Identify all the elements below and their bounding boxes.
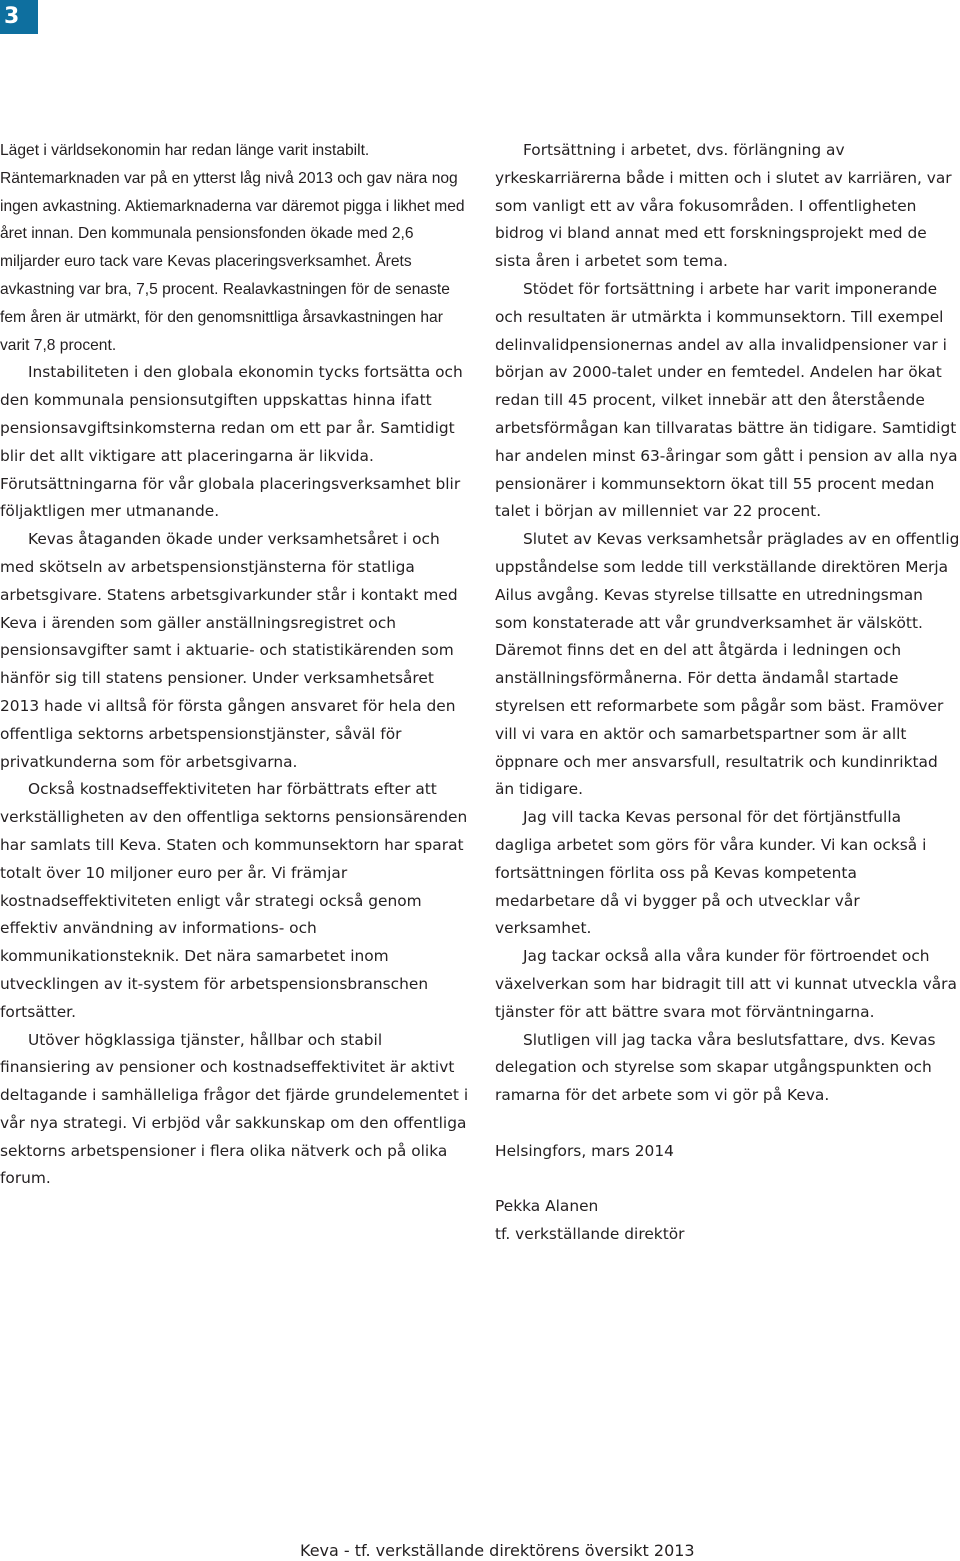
paragraph: Också kostnadseffektiviteten har förbättrats efter att verkställigheten av den offentliga sektorns pensionsärenden har samlats till Keva. Staten och kommunsektorn har sparat totalt över 10 miljoner euro per år. Vi främjar kostnadseffektiviteten enligt vår strategi också genom effektiv användning av informations- och kommunikationsteknik. Det nära samarbetet inom utvecklingen av it-system för arbetspensionsbranschen fortsätter. — [0, 780, 468, 1021]
page-number: 3 — [0, 0, 38, 34]
paragraph: Jag tackar också alla våra kunder för förtroendet och växelverkan som har bidragit till att vi kunnat utveckla våra tjänster för att bättre svara mot förväntningarna. — [495, 947, 957, 1021]
paragraph: Utöver högklassiga tjänster, hållbar och stabil finansiering av pensioner och kostnadseffektivitet är aktivt deltagande i samhälleliga frågor det fjärde grundelementet i vår nya strategi. Vi erbjöd vår sakkunskap om den offentliga sektorns arbetspensioner i flera olika nätverk och på olika forum. — [0, 1030, 469, 1188]
paragraph: Kevas åtaganden ökade under verksamhetsåret i och med skötseln av arbetspensionstjänsterna för statliga arbetsgivare. Statens arbetsgivarkunder står i kontakt med Keva i ärenden som gäller anställningsregistret och pensionsavgifter samt i aktuarie- och statistikärenden som hänför sig till statens pensioner. Under verksamhetsåret 2013 hade vi alltså för första gången ansvaret för hela den offentliga sektorns arbetspensionstjänster, såväl för privatkunderna som för arbetsgivarna. — [0, 530, 458, 771]
paragraph: Läget i världsekonomin har redan länge varit instabilt. Räntemarknaden var på en ytterst låg nivå 2013 och gav nära nog ingen avkastning. Aktiemarknaderna var däremot pigga i likhet med året innan. Den kommunala pensionsfonden ökade med 2,6 miljarder euro tack vare Kevas placeringsverksamhet. Årets avkastning var bra, 7,5 procent. Realavkastningen för de senaste fem åren är utmärkt, för den genomsnittliga årsavkastningen har varit 7,8 procent. — [0, 142, 465, 354]
paragraph: Stödet för fortsättning i arbete har varit imponerande och resultaten är utmärkta i kommunsektorn. Till exempel delinvalidpensionernas andel av alla invalidpensioner var i början av 2000-talet under en femtedel. Andelen har ökat redan till 45 procent, vilket innebär att den återstående arbetsförmågan kan tillvaratas bättre än tidigare. Samtidigt har andelen minst 63-åringar som gått i pension av alla nya pensionärer i kommunsektorn ökat till 55 procent medan talet i början av millenniet var 22 procent. — [495, 279, 958, 521]
paragraph: Jag vill tacka Kevas personal för det förtjänstfulla dagliga arbetet som görs för våra kunder. Vi kan också i fortsättningen förlita oss på Kevas kompetenta medarbetare då vi bygger på och utvecklar vår verksamhet. — [495, 808, 927, 938]
right-column — [495, 137, 960, 1249]
signature-title: tf. verkställande direktör — [495, 1225, 685, 1244]
paragraph: Instabiliteten i den globala ekonomin tycks fortsätta och den kommunala pensionsutgiften uppskattas hinna ifatt pensionsavgiftsinkomsterna redan om ett par år. Samtidigt blir det allt viktigare att placeringarna är likvida. Förutsättningarna för vår globala placeringsverksamhet blir följaktligen mer utmanande. — [0, 363, 463, 521]
signature-name: Pekka Alanen — [495, 1197, 599, 1216]
paragraph: Fortsättning i arbetet, dvs. förlängning av yrkeskarriärerna både i mitten och i slutet av karriären, var som vanligt ett av våra fokusområden. I offentligheten bidrog vi bland annat med ett forskningsprojekt med de sista åren i arbetet som tema. — [495, 141, 952, 271]
left-column — [0, 137, 472, 1193]
place-date: Helsingfors, mars 2014 — [495, 1141, 674, 1160]
page-footer: Keva - tf. verkställande direktörens översikt 2013 — [300, 1541, 695, 1560]
paragraph: Slutet av Kevas verksamhetsår präglades av en offentlig uppståndelse som ledde till verkställande direktören Merja Ailus avgång. Kevas styrelse tillsatte en utredningsman som konstaterade att vår grundverksamhet är välskött. Däremot finns det en del att åtgärda i ledningen och anställningsförmånerna. För detta ändamål startade styrelsen ett reformarbete som pågår som bäst. Framöver vill vi vara en aktör och samarbetspartner som är allt öppnare och mer ansvarsfull, resultatrik och kundinriktad än tidigare. — [495, 530, 960, 799]
paragraph: Slutligen vill jag tacka våra beslutsfattare, dvs. Kevas delegation och styrelse som skapar utgångspunkten och ramarna för det arbete som vi gör på Keva. — [495, 1030, 936, 1105]
